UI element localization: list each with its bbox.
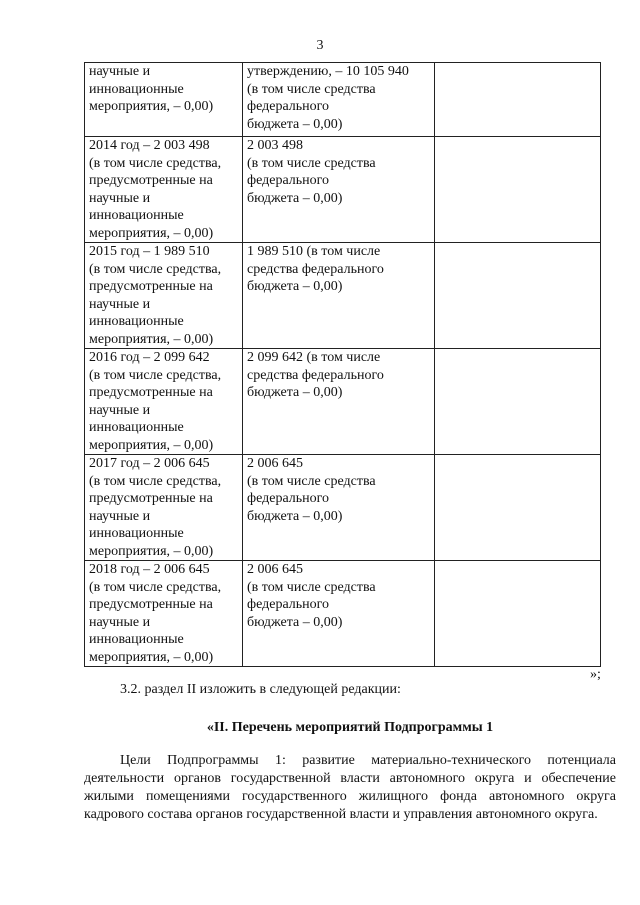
cell-text-line: мероприятия, – 0,00) — [89, 437, 214, 453]
table-cell-3 — [435, 137, 601, 243]
cell-text-line: (в том числе средства, — [89, 579, 222, 595]
cell-text-line: предусмотренные на — [89, 385, 213, 400]
table-cell-2 — [243, 63, 435, 137]
table-cell-2 — [243, 243, 435, 349]
table-cell-1 — [85, 243, 243, 349]
cell-text-line: предусмотренные на — [89, 173, 213, 188]
cell-text-line: инновационные — [89, 526, 184, 541]
cell-text-line: мероприятия, – 0,00) — [89, 649, 214, 665]
cell-text-line: инновационные — [89, 81, 184, 97]
cell-text-line: бюджета – 0,00) — [247, 116, 343, 132]
cell-text-line: мероприятия, – 0,00) — [89, 99, 214, 114]
cell-text-line: бюджета – 0,00) — [247, 614, 343, 630]
table-cell-2 — [243, 137, 435, 243]
cell-text-line: 2018 год – 2 006 645 — [89, 562, 210, 577]
cell-text-line: инновационные — [89, 632, 184, 647]
table-row — [85, 243, 601, 349]
cell-text-line: предусмотренные на — [89, 491, 213, 506]
table-cell-1 — [85, 63, 243, 137]
cell-text-line: (в том числе средства, — [89, 367, 222, 383]
goals-paragraph: Цели Подпрограммы 1: развитие материально-технического потенциала деятельности органов государственной власти автономного округа и обеспечение жилыми помещениями государственного жилищного фонда автономного округа кадрового состава органов государственной власти и управления автономного округа. — [84, 753, 616, 822]
cell-text-line: научные и — [89, 508, 151, 524]
cell-text-line: федерального — [247, 491, 330, 506]
cell-text-line: 2017 год – 2 006 645 — [89, 456, 210, 471]
cell-text-line: 1 989 510 (в том числе — [247, 244, 381, 259]
table-row — [85, 349, 601, 455]
section-heading: «II. Перечень мероприятий Подпрограммы 1 — [206, 720, 494, 735]
cell-text-line: средства федерального — [247, 261, 384, 277]
cell-text-line: мероприятия, – 0,00) — [89, 331, 214, 347]
cell-text-line: 2015 год – 1 989 510 — [89, 244, 210, 259]
table-row — [85, 63, 601, 137]
table-cell-3 — [435, 243, 601, 349]
cell-text-line: (в том числе средства — [247, 579, 376, 595]
cell-text-line: средства федерального — [247, 367, 384, 383]
budget-table — [84, 62, 601, 667]
table-cell-3 — [435, 63, 601, 137]
table-cell-2 — [243, 561, 435, 667]
cell-text-line: (в том числе средства, — [89, 261, 222, 277]
cell-text-line: бюджета – 0,00) — [247, 279, 343, 294]
cell-text-line: (в том числе средства — [247, 473, 376, 489]
cell-text-line: 2014 год – 2 003 498 — [89, 138, 210, 153]
budget-table-body — [85, 63, 601, 667]
page-number: 3 — [316, 38, 324, 53]
cell-text-line: 2 006 645 — [247, 456, 303, 471]
cell-text-line: инновационные — [89, 208, 184, 223]
table-cell-2 — [243, 349, 435, 455]
cell-text-line: (в том числе средства, — [89, 155, 222, 171]
cell-text-line: бюджета – 0,00) — [247, 190, 343, 206]
cell-text-line: предусмотренные на — [89, 597, 213, 612]
cell-text-line: мероприятия, – 0,00) — [89, 543, 214, 559]
cell-text-line: научные и — [89, 190, 151, 206]
cell-text-line: (в том числе средства, — [89, 473, 222, 489]
table-cell-1 — [85, 137, 243, 243]
table-cell-1 — [85, 561, 243, 667]
cell-text-line: научные и — [89, 296, 151, 312]
table-cell-1 — [85, 349, 243, 455]
cell-text-line: научные и — [89, 64, 151, 79]
cell-text-line: бюджета – 0,00) — [247, 385, 343, 400]
cell-text-line: 2016 год – 2 099 642 — [89, 350, 210, 365]
cell-text-line: федерального — [247, 597, 330, 612]
cell-text-line: 2 099 642 (в том числе — [247, 350, 381, 365]
cell-text-line: утверждению, – 10 105 940 — [247, 64, 409, 79]
table-row — [85, 561, 601, 667]
table-cell-3 — [435, 455, 601, 561]
amendment-instruction: 3.2. раздел II изложить в следующей редакции: — [120, 682, 401, 697]
cell-text-line: инновационные — [89, 420, 184, 435]
cell-text-line: (в том числе средства — [247, 155, 376, 171]
cell-text-line: научные и — [89, 402, 151, 418]
table-row — [85, 137, 601, 243]
cell-text-line: 2 003 498 — [247, 138, 303, 153]
table-cell-2 — [243, 455, 435, 561]
cell-text-line: инновационные — [89, 314, 184, 329]
cell-text-line: мероприятия, – 0,00) — [89, 225, 214, 241]
cell-text-line: (в том числе средства — [247, 81, 376, 97]
table-row — [85, 455, 601, 561]
cell-text-line: федерального — [247, 173, 330, 188]
table-cell-3 — [435, 561, 601, 667]
cell-text-line: федерального — [247, 99, 330, 114]
quote-end-mark: »; — [590, 667, 601, 682]
cell-text-line: научные и — [89, 614, 151, 630]
table-cell-1 — [85, 455, 243, 561]
table-cell-3 — [435, 349, 601, 455]
cell-text-line: 2 006 645 — [247, 562, 303, 577]
cell-text-line: бюджета – 0,00) — [247, 508, 343, 524]
cell-text-line: предусмотренные на — [89, 279, 213, 294]
